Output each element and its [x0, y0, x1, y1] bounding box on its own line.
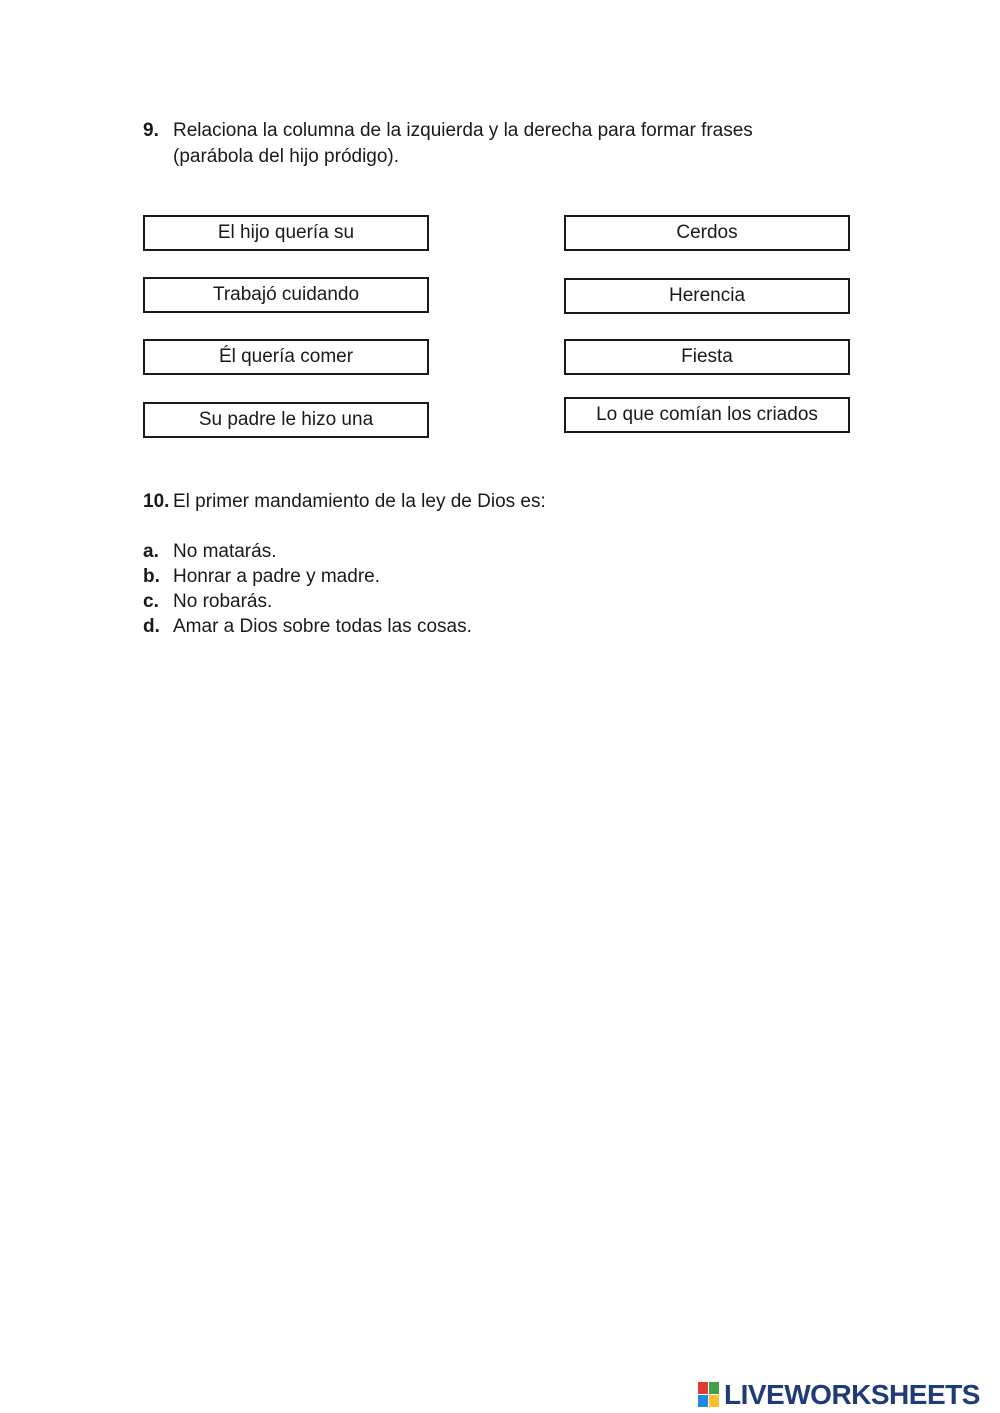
- option-letter: a.: [143, 541, 159, 562]
- left-item-3[interactable]: Él quería comer: [143, 339, 429, 375]
- option-letter: c.: [143, 591, 159, 612]
- left-item-1[interactable]: El hijo quería su: [143, 215, 429, 251]
- question-10: [143, 489, 863, 515]
- option-letter: b.: [143, 566, 160, 587]
- right-item-1[interactable]: Cerdos: [564, 215, 850, 251]
- option-letter: d.: [143, 616, 160, 637]
- question-9: [143, 118, 863, 170]
- left-item-2[interactable]: Trabajó cuidando: [143, 277, 429, 313]
- right-item-4[interactable]: Lo que comían los criados: [564, 397, 850, 433]
- option-text: Amar a Dios sobre todas las cosas.: [173, 616, 472, 637]
- right-item-2[interactable]: Herencia: [564, 278, 850, 314]
- option-text: No matarás.: [173, 541, 277, 562]
- question-9-number: 9.: [143, 120, 159, 141]
- question-9-text-line1: Relaciona la columna de la izquierda y la derecha para formar frases: [173, 120, 753, 141]
- option-text: Honrar a padre y madre.: [173, 566, 380, 587]
- question-10-text: El primer mandamiento de la ley de Dios es:: [173, 491, 546, 512]
- question-9-text-line2: (parábola del hijo pródigo).: [173, 146, 400, 167]
- logo-text: LIVEWORKSHEETS: [724, 1379, 980, 1410]
- liveworksheets-logo: [698, 1378, 980, 1412]
- logo-blocks-icon: [698, 1382, 720, 1408]
- question-10-number: 10.: [143, 491, 170, 512]
- option-text: No robarás.: [173, 591, 273, 612]
- left-item-4[interactable]: Su padre le hizo una: [143, 402, 429, 438]
- question-9-text: [173, 118, 863, 170]
- right-item-3[interactable]: Fiesta: [564, 339, 850, 375]
